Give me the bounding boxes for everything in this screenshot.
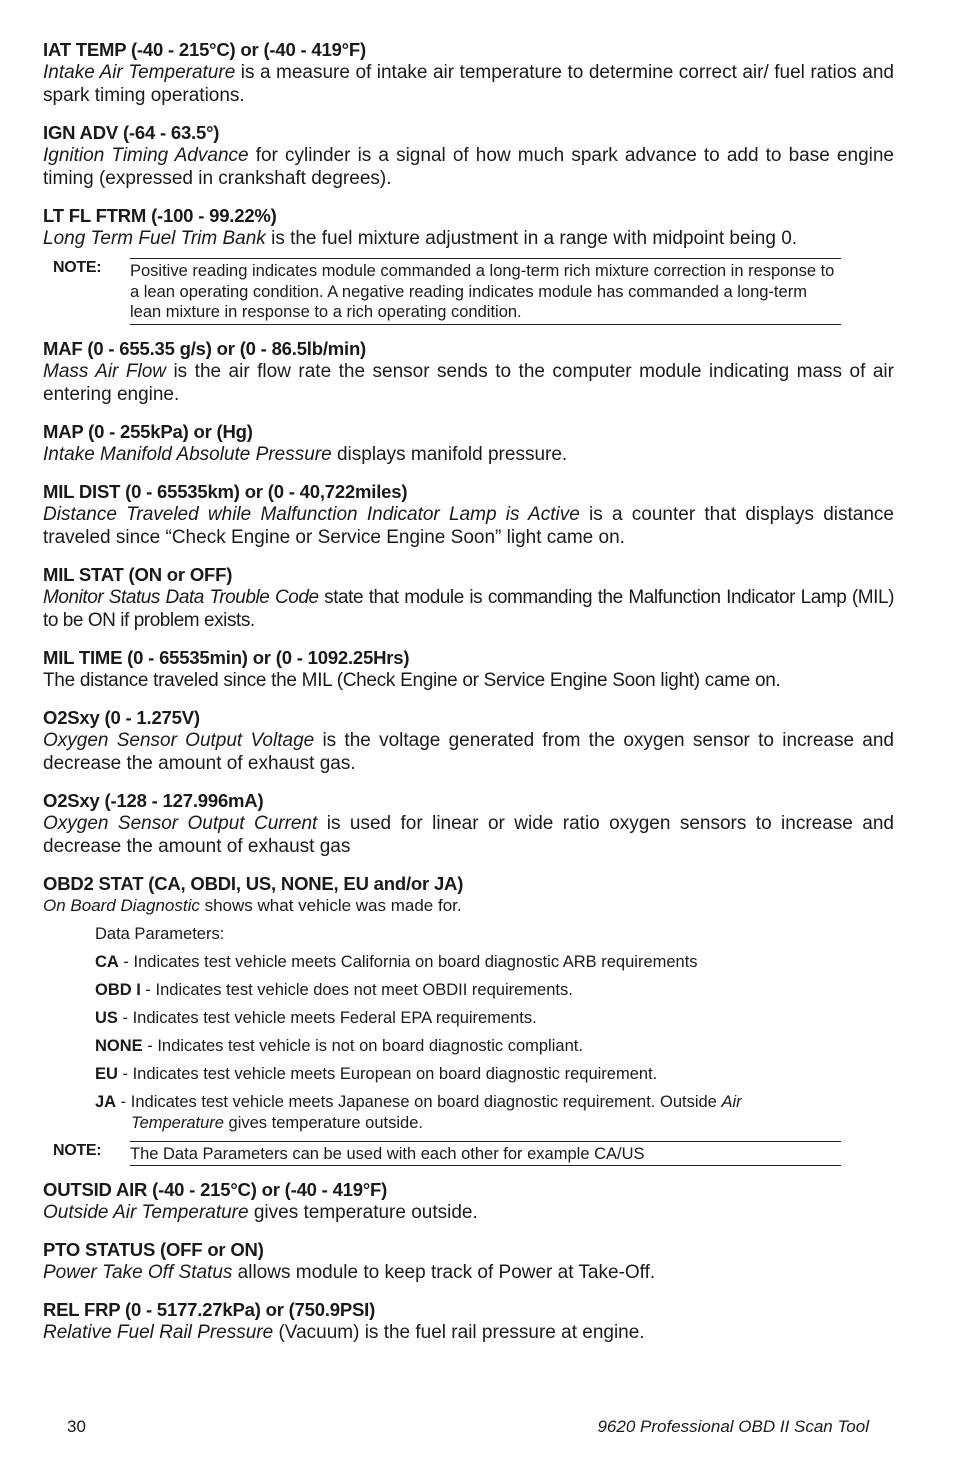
entry-mil-stat bbox=[43, 563, 894, 632]
note-block bbox=[53, 1141, 841, 1167]
term-description: Monitor Status Data Trouble Code state that module is commanding the Malfunction Indicator Lamp (MIL) to be ON if problem exists. bbox=[43, 586, 894, 631]
term-description: Intake Air Temperature is a measure of intake air temperature to determine correct air/ fuel ratios and spark timing operations. bbox=[43, 62, 894, 106]
term-heading: OBD2 STAT (CA, OBDI, US, NONE, EU and/or JA) bbox=[43, 872, 464, 894]
parameter-item: NONE - Indicates test vehicle is not on board diagnostic compliant. bbox=[95, 1036, 583, 1055]
entry-ign-adv bbox=[43, 121, 894, 190]
term-heading: O2Sxy (-128 - 127.996mA) bbox=[43, 789, 264, 811]
parameter-item: JA - Indicates test vehicle meets Japanese on board diagnostic requirement. Outside Air Temperature gives temperature outside. bbox=[95, 1092, 742, 1132]
term-description: Oxygen Sensor Output Current is used for linear or wide ratio oxygen sensors to increase and decrease the amount of exhaust gas bbox=[43, 812, 894, 857]
footer-title: 9620 Professional OBD II Scan Tool bbox=[597, 1417, 869, 1436]
data-parameters-list bbox=[95, 923, 894, 1134]
manual-page bbox=[43, 38, 894, 1358]
page-number: 30 bbox=[67, 1417, 86, 1436]
term-description: On Board Diagnostic shows what vehicle was made for. bbox=[43, 895, 462, 915]
entry-pto-status bbox=[43, 1238, 894, 1284]
parameter-item: EU - Indicates test vehicle meets European on board diagnostic requirement. bbox=[95, 1064, 658, 1083]
entry-outsid-air bbox=[43, 1178, 894, 1224]
term-description: Ignition Timing Advance for cylinder is a signal of how much spark advance to add to base engine timing (expressed in crankshaft degrees). bbox=[43, 145, 894, 189]
entry-mil-time bbox=[43, 646, 894, 692]
term-heading: MAP (0 - 255kPa) or (Hg) bbox=[43, 420, 253, 442]
entry-o2sxy-current bbox=[43, 789, 894, 858]
term-description: Oxygen Sensor Output Voltage is the voltage generated from the oxygen sensor to increase and decrease the amount of exhaust gas. bbox=[43, 729, 894, 774]
note-text: Positive reading indicates module commanded a long-term rich mixture correction in response to a lean operating condition. A negative reading indicates module has commanded a long-term lean mixture in response to a rich operating condition. bbox=[130, 258, 841, 325]
note-text: The Data Parameters can be used with each other for example CA/US bbox=[130, 1141, 841, 1167]
term-description: Power Take Off Status allows module to keep track of Power at Take-Off. bbox=[43, 1262, 656, 1283]
entry-o2sxy-voltage bbox=[43, 706, 894, 775]
term-description: The distance traveled since the MIL (Check Engine or Service Engine Soon light) came on. bbox=[43, 669, 781, 691]
entry-rel-frp bbox=[43, 1298, 894, 1344]
entry-maf bbox=[43, 337, 894, 406]
term-heading: MIL DIST (0 - 65535km) or (0 - 40,722miles) bbox=[43, 480, 408, 502]
term-description: Long Term Fuel Trim Bank is the fuel mixture adjustment in a range with midpoint being 0. bbox=[43, 228, 798, 249]
term-heading: REL FRP (0 - 5177.27kPa) or (750.9PSI) bbox=[43, 1299, 376, 1320]
note-label: NOTE: bbox=[53, 1141, 102, 1159]
term-description: Intake Manifold Absolute Pressure displays manifold pressure. bbox=[43, 443, 568, 465]
entry-lt-fl-ftrm bbox=[43, 204, 894, 250]
term-heading: LT FL FTRM (-100 - 99.22%) bbox=[43, 205, 277, 226]
data-parameters-heading: Data Parameters: bbox=[95, 924, 225, 943]
term-heading: OUTSID AIR (-40 - 215°C) or (-40 - 419°F) bbox=[43, 1179, 388, 1200]
term-heading: PTO STATUS (OFF or ON) bbox=[43, 1239, 264, 1260]
term-description: Mass Air Flow is the air flow rate the sensor sends to the computer module indicating mass of air entering engine. bbox=[43, 360, 894, 405]
entry-map bbox=[43, 420, 894, 466]
parameter-item: US - Indicates test vehicle meets Federal EPA requirements. bbox=[95, 1008, 537, 1027]
note-block bbox=[53, 258, 841, 325]
term-description: Outside Air Temperature gives temperature outside. bbox=[43, 1202, 478, 1223]
note-label: NOTE: bbox=[53, 259, 102, 276]
entry-mil-dist bbox=[43, 480, 894, 549]
term-description: Distance Traveled while Malfunction Indicator Lamp is Active is a counter that displays distance traveled since “Check Engine or Service Engine Soon” light came on. bbox=[43, 503, 894, 548]
term-heading: O2Sxy (0 - 1.275V) bbox=[43, 706, 200, 728]
parameter-item: OBD I - Indicates test vehicle does not meet OBDII requirements. bbox=[95, 980, 573, 999]
term-heading: IGN ADV (-64 - 63.5°) bbox=[43, 122, 220, 143]
parameter-item: CA - Indicates test vehicle meets California on board diagnostic ARB requirements bbox=[95, 952, 698, 971]
term-heading: MIL TIME (0 - 65535min) or (0 - 1092.25Hrs) bbox=[43, 646, 410, 668]
term-heading: MIL STAT (ON or OFF) bbox=[43, 563, 233, 585]
entry-obd2-stat bbox=[43, 872, 894, 1134]
entry-iat-temp bbox=[43, 38, 894, 107]
term-heading: MAF (0 - 655.35 g/s) or (0 - 86.5lb/min) bbox=[43, 337, 367, 359]
term-description: Relative Fuel Rail Pressure (Vacuum) is the fuel rail pressure at engine. bbox=[43, 1322, 645, 1343]
term-heading: IAT TEMP (-40 - 215°C) or (-40 - 419°F) bbox=[43, 39, 366, 60]
